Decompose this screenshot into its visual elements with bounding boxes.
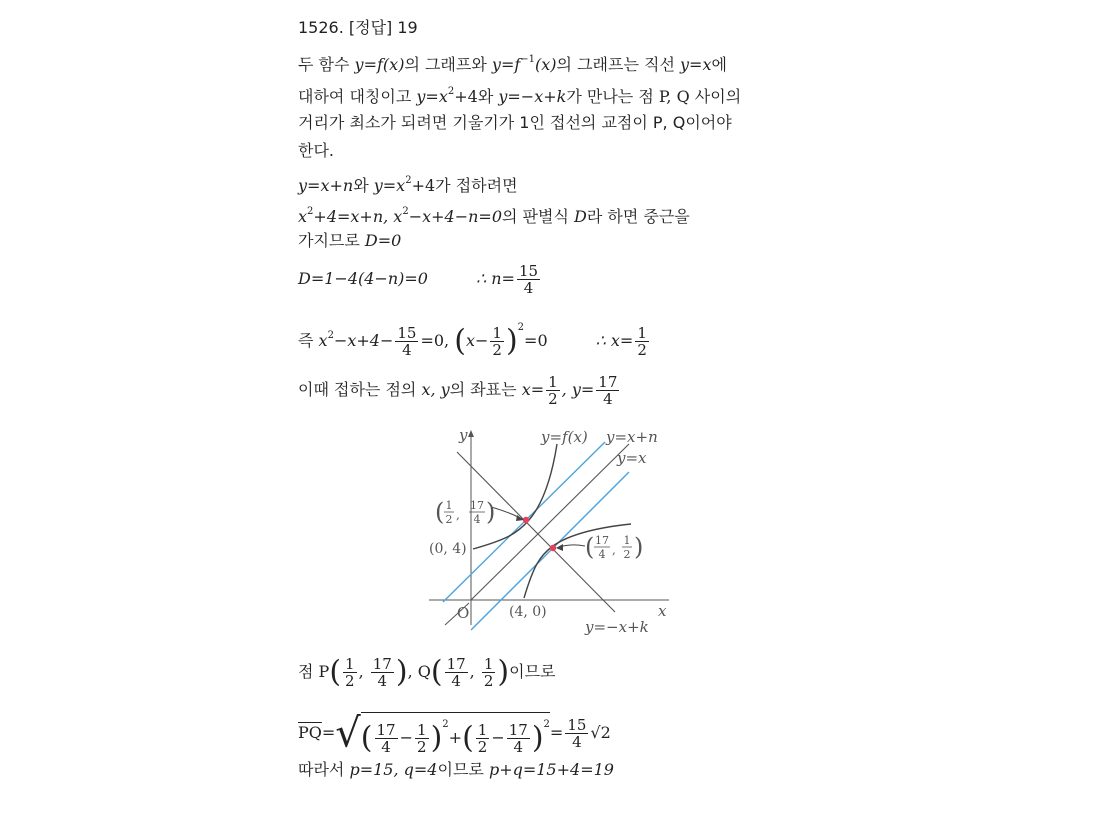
line-y-equals-minus-x-plus-k [457, 452, 615, 612]
fraction: $\frac{1}{2}$ [417, 721, 427, 756]
label-point-0-4: (0, 4) [429, 541, 467, 557]
y-axis-label: y [459, 426, 468, 444]
point-q [550, 545, 556, 551]
svg-text:17: 17 [595, 534, 609, 547]
label-y-x-n: y=x+n [606, 428, 658, 446]
fraction: $\frac{17}{4}$ [446, 655, 466, 690]
formula-line-10: 이때 접하는 점의 x, y의 좌표는 x= $\frac{1}{2}$ , y= $\frac{17}{4}$ [298, 373, 618, 408]
label-y-x: y=x [617, 449, 647, 467]
origin-label: O [457, 604, 470, 622]
svg-text:1: 1 [445, 499, 453, 512]
answer-title: 1526. [정답] 19 [298, 18, 418, 37]
svg-text:): ) [634, 533, 644, 561]
svg-text:2: 2 [623, 548, 631, 561]
svg-text:,: , [456, 508, 460, 522]
formula-line-12: $\overline{PQ}=√$( $\frac{17}{4}$ − $\frac{1}{2}$ )$^2$+( $\frac{1}{2}$ − $\frac{17}{4}$ )$^2$= $\frac{15}{4}$ √2 [298, 710, 611, 757]
graph-figure [425, 422, 685, 637]
svg-text:,: , [612, 543, 616, 557]
text-line-7: 가지므로 D=0 [298, 231, 402, 250]
fraction: $\frac{17}{4}$ [508, 721, 528, 756]
svg-text:17: 17 [470, 499, 484, 512]
fraction: $\frac{1}{2}$ [548, 373, 558, 408]
fraction: $\frac{1}{2}$ [483, 655, 494, 690]
label-y-f-x: y=f(x) [541, 428, 588, 446]
label-point-q [585, 533, 643, 561]
fraction: $\frac{15}{4}$ [518, 262, 539, 297]
label-point-p [435, 498, 495, 526]
svg-text:4: 4 [598, 548, 606, 561]
text-line-6: $x^2+4=x+n$, $x^2-x+4-n=0$의 판별식 D라 하면 중근을 [298, 206, 690, 226]
fraction: $\frac{1}{2}$ [345, 655, 355, 690]
fraction: $\frac{1}{2}$ [492, 324, 502, 359]
fraction: $\frac{15}{4}$ [567, 716, 587, 751]
svg-text:): ) [486, 498, 496, 526]
svg-text:1: 1 [623, 534, 631, 547]
svg-text:(: ( [585, 533, 595, 561]
text-line-3: 거리가 최소가 되려면 기울기가 1인 접선의 교점이 P, Q이어야 [298, 113, 732, 132]
fraction: $\frac{17}{4}$ [598, 373, 618, 408]
text-line-13: 따라서 p=15, q=4이므로 p+q=15+4=19 [298, 760, 614, 779]
label-point-4-0: (4, 0) [509, 604, 547, 620]
svg-text:(: ( [435, 498, 445, 526]
fraction: $\frac{1}{2}$ [477, 721, 488, 756]
curve-f [473, 444, 557, 549]
label-y-minus-x-k: y=−x+k [585, 618, 649, 636]
fraction: $\frac{17}{4}$ [376, 721, 396, 756]
svg-text:2: 2 [445, 513, 453, 526]
formula-line-8: D=1−4(4−n)=0 ∴ n= $\frac{15}{4}$ [298, 262, 539, 297]
formula-line-9: 즉 $x^2-x+4-$ $\frac{15}{4}$ =0, (x− $\frac{1}{2}$ )$^2$=0 ∴ x= $\frac{1}{2}$ [298, 322, 647, 359]
x-axis-label: x [658, 602, 667, 620]
formula-line-11: 점 P( $\frac{1}{2}$ , $\frac{17}{4}$ ), Q( $\frac{17}{4}$ , $\frac{1}{2}$ )이므로 [298, 654, 556, 690]
text-line-4: 한다. [298, 141, 334, 160]
fraction: $\frac{15}{4}$ [397, 324, 417, 359]
fraction: $\frac{17}{4}$ [372, 655, 392, 690]
text-line-1: 두 함수 y=f(x)의 그래프와 $y=f^{-1}(x)$의 그래프는 직선 y=x에 [298, 54, 727, 74]
svg-text:4: 4 [473, 513, 481, 526]
arrow-head-icon [556, 544, 563, 551]
y-axis-arrow-icon [468, 430, 474, 437]
text-line-2: 대하여 대칭이고 $y=x^2+4$와 y=−x+k가 만나는 점 P, Q 사이의 [298, 86, 742, 106]
fraction: $\frac{1}{2}$ [637, 324, 647, 359]
text-line-5: y=x+n와 $y=x^2+4$가 접하려면 [298, 175, 518, 195]
